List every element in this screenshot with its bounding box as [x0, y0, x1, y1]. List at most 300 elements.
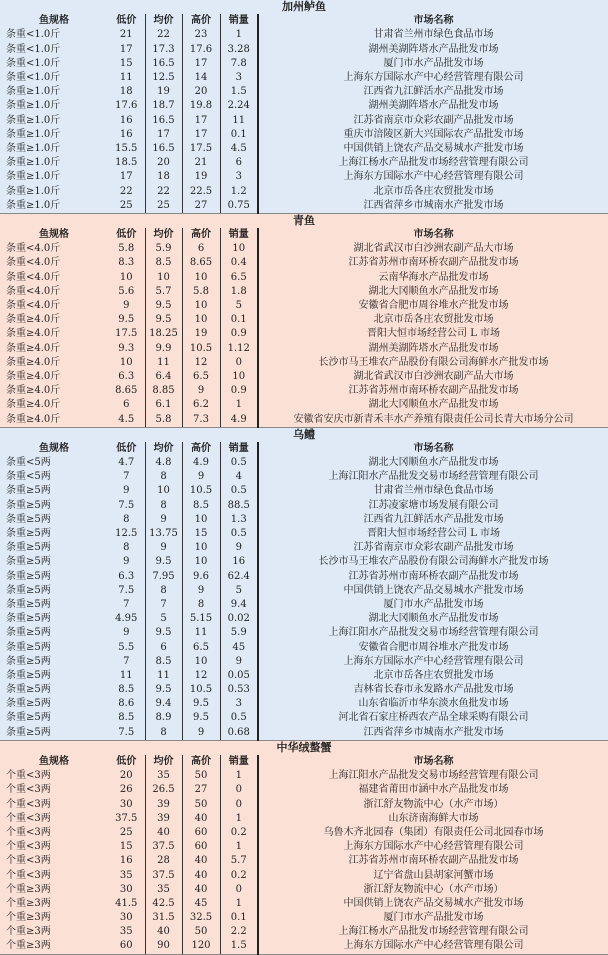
volume-column-header: 销量 [220, 228, 258, 242]
spec-cell: 个重<3两 [6, 855, 51, 867]
high-price-cell: 5.15 [182, 612, 220, 626]
avg-price-cell: 7.95 [145, 570, 182, 584]
volume-cell: 7.8 [220, 57, 258, 71]
low-price-cell: 8.5 [108, 683, 145, 697]
avg-price-cell: 25 [145, 199, 182, 214]
spec-cell: 条重≥1.0斤 [6, 100, 61, 112]
avg-price-cell: 6 [145, 640, 182, 654]
low-price-cell: 22 [108, 184, 145, 198]
market-name-cell: 辽宁省盘山县胡家河蟹市场 [373, 869, 494, 881]
high-price-column-header: 高价 [182, 14, 220, 28]
spec-cell: 条重≥5两 [6, 613, 51, 625]
section-title: 加州鲈鱼 [282, 0, 327, 14]
high-price-cell: 6.2 [182, 398, 220, 412]
spec-cell: 条重≥4.0斤 [0, 412, 108, 427]
spec-cell: 条重≥5两 [6, 542, 51, 554]
table-row [0, 598, 608, 612]
high-price-cell: 20 [182, 85, 220, 99]
table-row [0, 626, 608, 640]
section-title: 乌鳢 [293, 427, 316, 441]
market-name-cell: 浙江舒友物流中心（水产市场） [363, 883, 504, 895]
volume-cell: 0.05 [220, 669, 258, 683]
volume-cell: 0 [220, 783, 258, 797]
table-row [0, 812, 608, 826]
table-row [0, 342, 608, 356]
market-name-cell: 安徽省合肥市周谷堆水产批发市场 [358, 300, 509, 312]
avg-price-cell: 5.8 [145, 412, 182, 427]
table-row [0, 199, 608, 214]
spec-cell: 条重≥4.0斤 [6, 314, 61, 326]
high-price-cell: 19 [182, 327, 220, 341]
high-price-cell: 50 [182, 925, 220, 939]
spec-column-header: 鱼规格 [39, 15, 69, 27]
spec-cell: 个重<3两 [6, 812, 51, 824]
volume-cell: 0.02 [220, 612, 258, 626]
spec-cell: 条重≥1.0斤 [6, 171, 61, 183]
high-price-cell: 9.5 [182, 711, 220, 725]
high-price-cell: 5.8 [182, 285, 220, 299]
spec-cell: 条重≥1.0斤 [6, 128, 61, 140]
table-row [0, 939, 608, 954]
section-title-row [0, 740, 608, 755]
spec-cell: 条重≥1.0斤 [6, 157, 61, 169]
volume-cell: 0.5 [220, 527, 258, 541]
avg-price-cell: 39 [145, 812, 182, 826]
low-price-cell: 18 [108, 85, 145, 99]
high-price-cell: 12 [182, 669, 220, 683]
market-column-header: 市场名称 [413, 15, 454, 27]
section-title-row [0, 0, 608, 14]
market-name-cell: 福建省莆田市涵中水产品批发市场 [358, 784, 509, 796]
avg-price-cell: 16.5 [145, 57, 182, 71]
low-price-cell: 6.3 [108, 570, 145, 584]
market-name-cell: 江苏省苏州市南环桥农副产品批发市场 [348, 570, 519, 582]
high-price-cell: 19 [182, 170, 220, 184]
table-row [0, 499, 608, 513]
market-name-cell: 北京市岳各庄农贸批发市场 [373, 314, 494, 326]
table-row [0, 711, 608, 725]
high-price-cell: 9.5 [182, 697, 220, 711]
market-name-cell: 吉林省长春市永发路水产品批发市场 [353, 684, 514, 696]
market-name-cell: 江苏省苏州市南环桥农副产品批发市场 [348, 257, 519, 269]
avg-price-cell: 8.9 [145, 711, 182, 725]
market-name-cell: 湖北省武汉市白沙洲农副产品大市场 [353, 370, 514, 382]
high-price-cell: 8.5 [182, 499, 220, 513]
section-title: 中华绒螯蟹 [276, 740, 332, 754]
high-price-cell: 9 [182, 384, 220, 398]
low-price-cell: 17.6 [108, 99, 145, 113]
low-price-cell: 4.7 [108, 456, 145, 470]
market-name-cell: 甘肃省兰州市绿色食品市场 [373, 29, 494, 41]
low-price-cell: 5.8 [108, 242, 145, 256]
spec-cell: 条重≥5两 [6, 598, 51, 610]
column-header-row [0, 228, 608, 242]
low-price-cell: 7 [108, 598, 145, 612]
spec-cell: 个重≥3两 [6, 926, 51, 938]
low-price-column-header: 低价 [108, 228, 145, 242]
avg-price-cell: 31.5 [145, 911, 182, 925]
market-name-cell: 江西省九江鲜活水产品批发市场 [363, 513, 504, 525]
table-row [0, 256, 608, 270]
avg-price-cell: 42.5 [145, 897, 182, 911]
avg-price-cell: 4.8 [145, 456, 182, 470]
avg-price-cell: 22 [145, 28, 182, 42]
avg-price-cell: 8 [145, 470, 182, 484]
avg-price-cell: 18 [145, 170, 182, 184]
low-price-cell: 37.5 [108, 812, 145, 826]
volume-cell: 1 [220, 398, 258, 412]
market-name-cell: 重庆市涪陵区新大兴国际农产品批发市场 [343, 128, 524, 140]
spec-cell: 个重<3两 [6, 826, 51, 838]
avg-price-cell: 28 [145, 854, 182, 868]
low-price-cell: 15 [108, 57, 145, 71]
table-row [0, 655, 608, 669]
low-price-cell: 35 [108, 925, 145, 939]
high-price-cell: 50 [182, 798, 220, 812]
high-price-cell: 10 [182, 271, 220, 285]
low-price-cell: 7 [108, 655, 145, 669]
volume-cell: 9.4 [220, 598, 258, 612]
spec-cell: 个重≥3两 [6, 897, 51, 909]
table-row [0, 883, 608, 897]
table-row [0, 384, 608, 398]
spec-cell: 条重≥1.0斤 [6, 114, 61, 126]
market-name-cell: 山东济南海鲜大市场 [388, 812, 479, 824]
low-price-cell: 5.5 [108, 640, 145, 654]
spec-cell: 条重≥5两 [0, 726, 108, 741]
spec-cell: 条重≥4.0斤 [6, 399, 61, 411]
volume-cell: 1.8 [220, 285, 258, 299]
table-row [0, 897, 608, 911]
high-price-cell: 22.5 [182, 184, 220, 198]
high-price-cell: 19.8 [182, 99, 220, 113]
market-name-cell: 河北省石家庄桥西农产品全球采购有限公司 [338, 712, 529, 724]
high-price-cell: 9.6 [182, 570, 220, 584]
high-price-cell: 21 [182, 156, 220, 170]
market-name-cell: 湖北大冈顺鱼水产品批发市场 [368, 457, 499, 469]
volume-cell: 5 [220, 299, 258, 313]
low-price-column-header: 低价 [108, 755, 145, 769]
volume-cell: 2.2 [220, 925, 258, 939]
avg-price-cell: 5.7 [145, 285, 182, 299]
low-price-cell: 8.3 [108, 256, 145, 270]
low-price-column-header: 低价 [108, 442, 145, 456]
high-price-cell: 40 [182, 883, 220, 897]
volume-cell: 11 [220, 114, 258, 128]
spec-cell: 条重≥5两 [6, 499, 51, 511]
low-price-cell: 8.5 [108, 711, 145, 725]
market-name-cell: 北京市岳各庄农贸批发市场 [373, 669, 494, 681]
volume-cell: 6.5 [220, 271, 258, 285]
avg-price-cell: 10 [145, 271, 182, 285]
low-price-cell: 4.95 [108, 612, 145, 626]
table-row [0, 356, 608, 370]
avg-price-cell: 37.5 [145, 840, 182, 854]
table-row [0, 285, 608, 299]
high-price-cell: 17 [182, 114, 220, 128]
market-name-cell: 江苏省南京市众彩农副产品批发市场 [353, 542, 514, 554]
table-row [0, 398, 608, 412]
high-price-cell: 27 [182, 199, 220, 214]
avg-price-cell: 39 [145, 798, 182, 812]
market-name-cell: 湖州美湖阵塔水产品批发市场 [368, 43, 499, 55]
table-row [0, 412, 608, 427]
spec-cell: 条重≥4.0斤 [6, 342, 61, 354]
avg-price-cell: 9.4 [145, 697, 182, 711]
volume-cell: 0.1 [220, 128, 258, 142]
market-column-header: 市场名称 [413, 229, 454, 241]
avg-price-cell: 8 [145, 499, 182, 513]
high-price-cell: 17.6 [182, 43, 220, 57]
avg-price-column-header: 均价 [145, 442, 182, 456]
volume-cell: 0 [220, 356, 258, 370]
spec-column-header: 鱼规格 [39, 442, 69, 454]
table-row [0, 726, 608, 741]
table-row [0, 327, 608, 341]
volume-cell: 9 [220, 541, 258, 555]
market-name-cell: 湖州美湖阵塔水产品批发市场 [368, 100, 499, 112]
table-row [0, 683, 608, 697]
table-row [0, 541, 608, 555]
volume-cell: 5.9 [220, 626, 258, 640]
table-row [0, 57, 608, 71]
high-price-cell: 120 [182, 939, 220, 954]
spec-cell: 条重≥5两 [6, 584, 51, 596]
market-name-cell: 安徽省安庆市新青禾丰水产养殖有限责任公司长青大市场分公司 [258, 412, 608, 427]
market-name-cell: 浙江舒友物流中心（水产市场） [363, 798, 504, 810]
spec-cell: 条重≥5两 [6, 570, 51, 582]
avg-price-cell: 7 [145, 598, 182, 612]
volume-cell: 0 [220, 883, 258, 897]
avg-price-cell: 5.9 [145, 242, 182, 256]
volume-cell: 0.1 [220, 911, 258, 925]
avg-price-cell: 17.3 [145, 43, 182, 57]
table-row [0, 555, 608, 569]
market-name-cell: 江苏省南京市众彩农副产品批发市场 [353, 114, 514, 126]
volume-cell: 5.7 [220, 854, 258, 868]
avg-price-cell: 9.5 [145, 683, 182, 697]
avg-price-cell: 20 [145, 156, 182, 170]
high-price-cell: 10 [182, 299, 220, 313]
high-price-cell: 10.5 [182, 683, 220, 697]
avg-price-cell: 18.25 [145, 327, 182, 341]
table-row [0, 271, 608, 285]
spec-cell: 条重<1.0斤 [6, 72, 61, 84]
spec-cell: 条重≥4.0斤 [6, 370, 61, 382]
avg-price-cell: 9 [145, 513, 182, 527]
high-price-cell: 10 [182, 655, 220, 669]
low-price-cell: 15.5 [108, 142, 145, 156]
spec-cell: 条重≥5两 [6, 655, 51, 667]
market-name-cell: 北京市岳各庄农贸批发市场 [373, 185, 494, 197]
spec-cell: 条重≥1.0斤 [6, 86, 61, 98]
table-row [0, 868, 608, 882]
low-price-cell: 6 [108, 398, 145, 412]
low-price-cell: 16 [108, 114, 145, 128]
volume-cell: 5 [220, 584, 258, 598]
avg-price-cell: 16.5 [145, 114, 182, 128]
market-name-cell: 江苏省苏州市南环桥农副产品批发市场 [348, 385, 519, 397]
low-price-cell: 6.3 [108, 370, 145, 384]
volume-cell: 1.3 [220, 513, 258, 527]
table-row [0, 170, 608, 184]
market-name-cell: 中国供销上饶农产品交易城水产批发市场 [343, 142, 524, 154]
table-row [0, 840, 608, 854]
spec-cell: 条重≥1.0斤 [6, 142, 61, 154]
spec-cell: 个重<3两 [6, 770, 51, 782]
high-price-cell: 10 [182, 313, 220, 327]
avg-price-cell: 35 [145, 883, 182, 897]
volume-cell: 0 [220, 798, 258, 812]
avg-price-column-header: 均价 [145, 14, 182, 28]
low-price-cell: 7.5 [108, 726, 145, 741]
market-name-cell: 厦门市水产品批发市场 [383, 57, 484, 69]
market-name-cell: 上海江阳水产品批发交易市场经营管理有限公司 [328, 627, 539, 639]
low-price-cell: 8.65 [108, 384, 145, 398]
avg-price-cell: 26.5 [145, 783, 182, 797]
high-price-cell: 27 [182, 783, 220, 797]
low-price-cell: 9 [108, 299, 145, 313]
volume-cell: 0.53 [220, 683, 258, 697]
table-row [0, 242, 608, 256]
volume-cell: 0.68 [220, 726, 258, 741]
high-price-cell: 10.5 [182, 484, 220, 498]
volume-cell: 1 [220, 840, 258, 854]
table-row [0, 370, 608, 384]
avg-price-cell: 9 [145, 541, 182, 555]
volume-column-header: 销量 [220, 14, 258, 28]
market-name-cell: 湖北大冈顺鱼水产品批发市场 [368, 613, 499, 625]
volume-cell: 0.9 [220, 327, 258, 341]
spec-cell: 条重≥1.0斤 [6, 185, 61, 197]
high-price-cell: 32.5 [182, 911, 220, 925]
volume-cell: 0.5 [220, 711, 258, 725]
spec-cell: 条重<4.0斤 [6, 257, 61, 269]
market-name-cell: 上海东方国际水产中心经营管理有限公司 [343, 72, 524, 84]
avg-price-cell: 11 [145, 356, 182, 370]
spec-cell: 条重<5两 [6, 457, 51, 469]
high-price-cell: 23 [182, 28, 220, 42]
market-name-cell: 甘肃省兰州市绿色食品市场 [373, 485, 494, 497]
volume-cell: 1 [220, 812, 258, 826]
spec-cell: 条重≥4.0斤 [6, 356, 61, 368]
table-row [0, 456, 608, 470]
market-name-cell: 上海江杨水产品批发市场经营管理有限公司 [338, 157, 529, 169]
avg-price-cell: 9.5 [145, 313, 182, 327]
volume-column-header: 销量 [220, 755, 258, 769]
table-row [0, 299, 608, 313]
high-price-cell: 9 [182, 584, 220, 598]
volume-cell: 0.5 [220, 456, 258, 470]
table-row [0, 513, 608, 527]
market-name-cell: 江西省萍乡市城南水产批发市场 [258, 726, 608, 741]
low-price-cell: 9 [108, 626, 145, 640]
low-price-cell: 11 [108, 71, 145, 85]
low-price-cell: 11 [108, 669, 145, 683]
low-price-cell: 12.5 [108, 527, 145, 541]
volume-cell: 3 [220, 170, 258, 184]
low-price-cell: 26 [108, 783, 145, 797]
high-price-cell: 50 [182, 769, 220, 783]
spec-cell: 条重≥5两 [6, 712, 51, 724]
table-row [0, 470, 608, 484]
market-name-cell: 中国供销上饶农产品交易城水产批发市场 [343, 897, 524, 909]
spec-cell: 条重≥5两 [6, 627, 51, 639]
high-price-cell: 9 [182, 726, 220, 741]
avg-price-column-header: 均价 [145, 755, 182, 769]
low-price-cell: 30 [108, 911, 145, 925]
table-row [0, 925, 608, 939]
volume-cell: 0.75 [220, 199, 258, 214]
spec-cell: 个重<3两 [6, 784, 51, 796]
table-row [0, 669, 608, 683]
market-name-cell: 云南华海水产品批发市场 [378, 271, 489, 283]
low-price-cell: 4.5 [108, 412, 145, 427]
spec-cell: 条重<5两 [6, 471, 51, 483]
volume-cell: 1 [220, 769, 258, 783]
table-row [0, 184, 608, 198]
volume-cell: 1.5 [220, 85, 258, 99]
table-row [0, 697, 608, 711]
table-row [0, 911, 608, 925]
low-price-cell: 18.5 [108, 156, 145, 170]
table-row [0, 28, 608, 42]
volume-cell: 4 [220, 470, 258, 484]
volume-cell: 9 [220, 655, 258, 669]
high-price-cell: 17.5 [182, 142, 220, 156]
low-price-cell: 8 [108, 541, 145, 555]
volume-cell: 1 [220, 28, 258, 42]
avg-price-cell: 35 [145, 769, 182, 783]
volume-cell: 0.2 [220, 868, 258, 882]
spec-cell: 条重≥5两 [6, 485, 51, 497]
spec-column-header: 鱼规格 [39, 229, 69, 241]
high-price-column-header: 高价 [182, 228, 220, 242]
table-row [0, 85, 608, 99]
low-price-column-header: 低价 [108, 14, 145, 28]
high-price-cell: 45 [182, 897, 220, 911]
spec-cell: 个重≥3两 [6, 912, 51, 924]
market-name-cell: 中国供销上饶农产品交易城水产批发市场 [343, 584, 524, 596]
table-row [0, 156, 608, 170]
table-row [0, 484, 608, 498]
high-price-cell: 40 [182, 812, 220, 826]
market-name-cell: 上海东方国际水产中心经营管理有限公司 [343, 171, 524, 183]
table-row [0, 854, 608, 868]
high-price-cell: 8.65 [182, 256, 220, 270]
spec-cell: 条重≥5两 [6, 513, 51, 525]
spec-cell: 条重<1.0斤 [6, 43, 61, 55]
market-name-cell: 江苏凌家塘市场发展有限公司 [368, 499, 499, 511]
table-row [0, 99, 608, 113]
spec-cell: 条重≥4.0斤 [6, 328, 61, 340]
high-price-cell: 12 [182, 356, 220, 370]
avg-price-cell: 8 [145, 584, 182, 598]
low-price-cell: 17 [108, 170, 145, 184]
spec-cell: 条重≥1.0斤 [0, 199, 108, 214]
spec-cell: 条重≥4.0斤 [6, 385, 61, 397]
table-row [0, 128, 608, 142]
market-name-cell: 山东省临沂市华东淡水鱼批发市场 [358, 698, 509, 710]
volume-cell: 4.9 [220, 412, 258, 427]
low-price-cell: 8 [108, 513, 145, 527]
avg-price-cell: 9.5 [145, 555, 182, 569]
low-price-cell: 9 [108, 484, 145, 498]
spec-cell: 条重≥5两 [6, 684, 51, 696]
market-name-cell: 厦门市水产品批发市场 [383, 598, 484, 610]
avg-price-cell: 40 [145, 925, 182, 939]
market-name-cell: 晋阳大恒市场经营公司 L 市场 [367, 328, 501, 340]
